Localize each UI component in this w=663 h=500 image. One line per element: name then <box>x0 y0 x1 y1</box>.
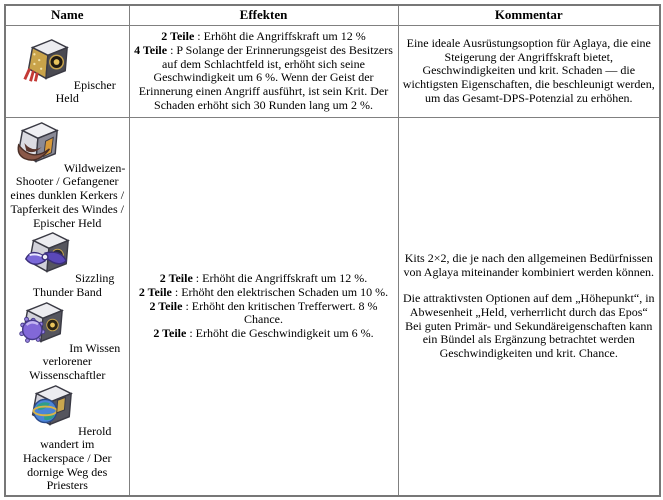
lost-scientist-relic-icon <box>14 341 66 355</box>
comment-paragraph: Kits 2×2, die je nach den allgemeinen Bedürfnissen von Aglaya miteinander kombiniert werden können. <box>403 251 655 279</box>
effect-text: : Erhöht den elektrischen Schaden um 10 %. <box>171 284 389 299</box>
effect-line <box>133 272 395 286</box>
relic-set-item <box>9 383 126 493</box>
column-header-effekten: Effekten <box>129 5 398 25</box>
relic-set-name: Epischer Held <box>55 77 116 106</box>
effect-line <box>133 30 395 44</box>
effect-line <box>133 327 395 341</box>
effect-pieces: 2 Teile <box>138 284 172 299</box>
effect-pieces: 2 Teile <box>149 298 183 313</box>
relic-set-item <box>9 230 126 299</box>
relic-set-name: Im Wissen verlorener Wissenschaftler <box>29 340 121 382</box>
effect-text: : P Solange der Erinnerungsgeist des Besitzers auf dem Schlachtfeld ist, erhöht sich seine Geschwindigkeit um 6 %. Wenn der Geist der Erinnerung einen Angriff ausführt, ist sein Krit. Der Schaden erhöht sich 30 Runden lang um 2 %. <box>138 42 393 112</box>
table-row <box>5 25 660 117</box>
thunder-band-relic-icon <box>20 271 72 285</box>
comment-paragraph: Eine ideale Ausrüstungsoption für Aglaya, die eine Steigerung der Angriffskraft bietet, Geschwindigkeiten und krit. Schaden — die wichtigsten Eigenschaften, die beschleunigt werden, um das Gesamt-DPS-Potenzial zu erhöhen. <box>402 36 655 105</box>
effect-line <box>133 44 395 112</box>
relic-set-item <box>9 37 126 106</box>
effect-pieces: 2 Teile <box>161 29 195 44</box>
name-cell <box>5 25 129 117</box>
name-cell <box>5 117 129 496</box>
effect-pieces: 2 Teile <box>159 271 193 286</box>
effect-pieces: 2 Teile <box>153 325 187 340</box>
wild-wheat-relic-icon <box>9 161 61 175</box>
effect-pieces: 4 Teile <box>134 42 168 57</box>
header-row <box>5 5 660 25</box>
relic-set-item <box>9 300 126 383</box>
comment-paragraph: Die attraktivsten Optionen auf dem „Höhepunkt“, in Abwesenheit „Held, verherrlicht durch das Epos“ Bei guten Primär- und Sekundäreigenschaften kann ein Bündel als Ergänzung betrachtet werden Geschwindigkeiten und krit. Chance. <box>402 291 655 361</box>
effect-line <box>133 286 395 300</box>
effect-text: : Erhöht die Angriffskraft um 12 %. <box>192 271 368 286</box>
relic-set-name: Wildweizen-Shooter / Gefangener eines dunklen Kerkers / Tapferkeit des Windes / Epischer Held <box>10 160 126 230</box>
relic-guide-table <box>4 4 661 497</box>
herald-relic-icon <box>23 424 75 438</box>
epic-hero-relic-icon <box>19 78 71 92</box>
comment-cell <box>398 117 660 496</box>
relic-set-item <box>9 120 126 230</box>
column-header-kommentar: Kommentar <box>398 5 660 25</box>
column-header-name: Name <box>5 5 129 25</box>
relic-set-name: Sizzling Thunder Band <box>32 271 115 299</box>
comment-cell <box>398 25 660 117</box>
effect-text: : Erhöht die Geschwindigkeit um 6 %. <box>186 325 374 340</box>
effect-text: : Erhöht den kritischen Trefferwert. 8 % Chance. <box>182 298 378 327</box>
effects-cell <box>129 25 398 117</box>
table-row <box>5 117 660 496</box>
relic-set-name: Herold wandert im Hackerspace / Der dornige Weg des Priesters <box>22 423 112 493</box>
effects-cell <box>129 117 398 496</box>
effect-text: : Erhöht die Angriffskraft um 12 % <box>194 29 366 44</box>
effect-line <box>133 300 395 327</box>
